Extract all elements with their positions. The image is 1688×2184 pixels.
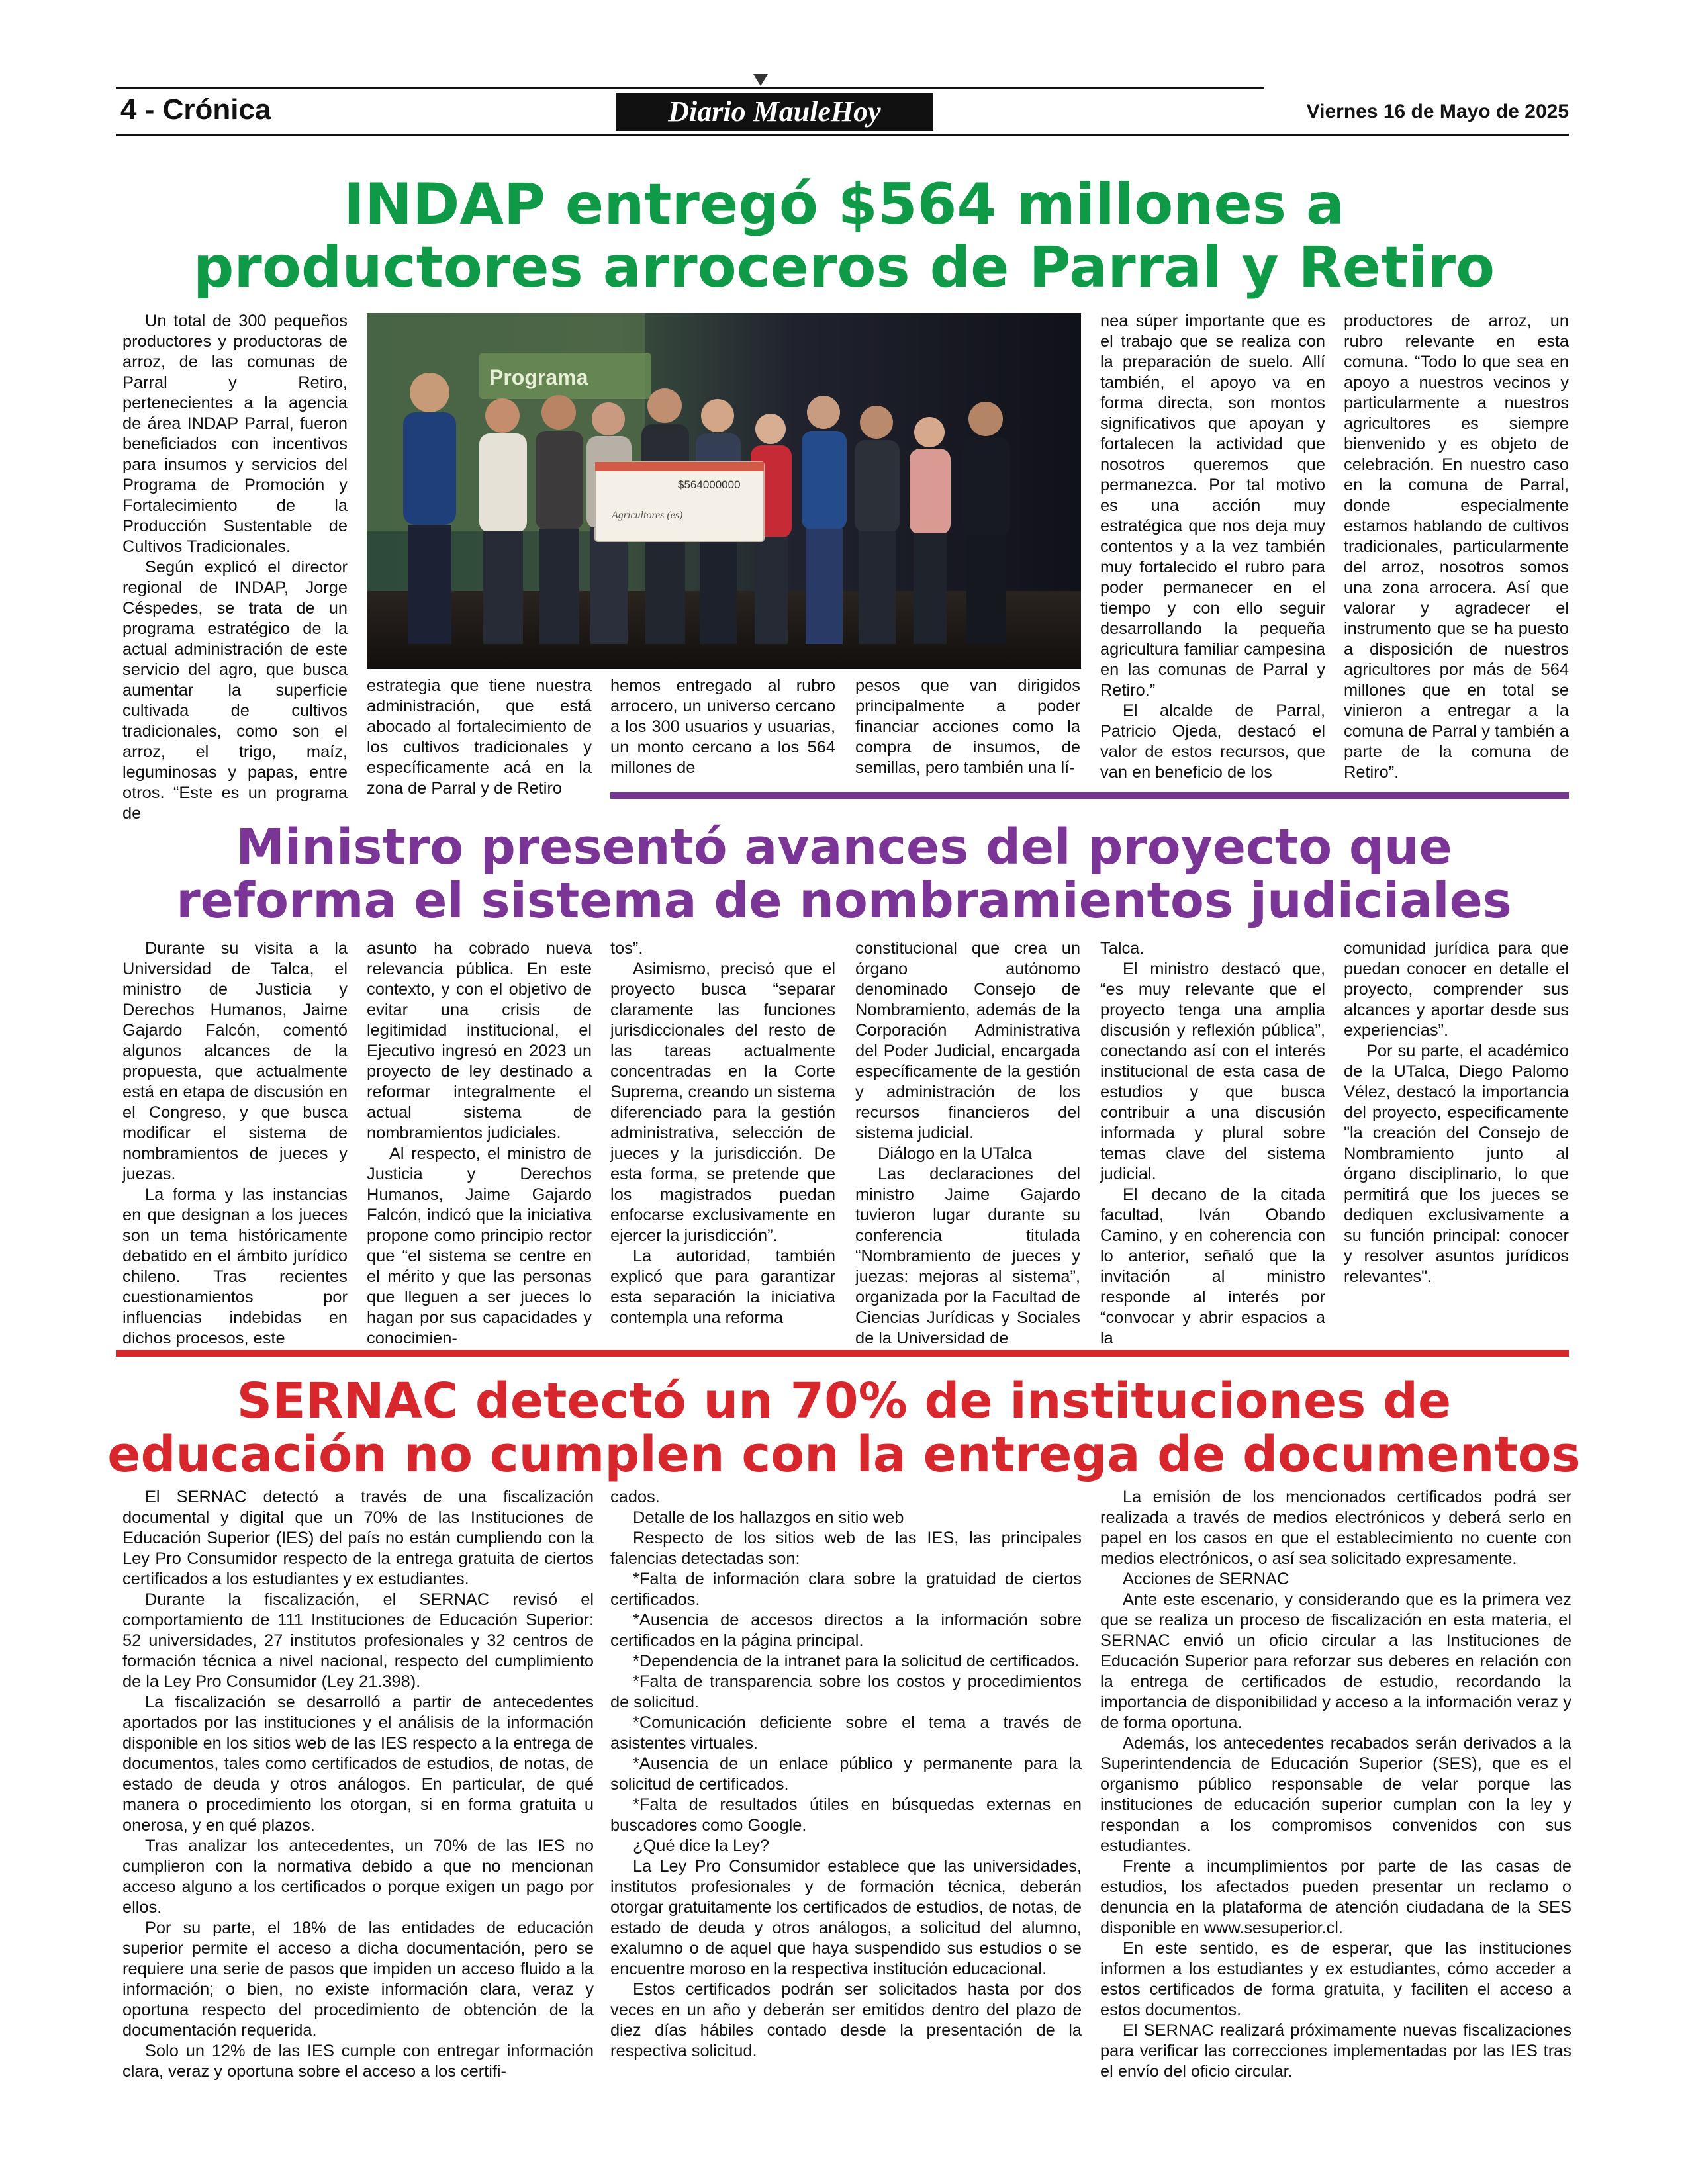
newspaper-logo: Diario MauleHoy <box>616 93 933 131</box>
paragraph: Frente a incumplimientos por parte de las casas de estudios, los afectados pueden presentar un reclamo o denuncia en la plataforma de atención ciudadana de la SES disponible en www.sesuperior.cl. <box>1100 1857 1571 1937</box>
article2-col4 <box>855 938 1080 1345</box>
article3-headline <box>79 1375 1609 1482</box>
paragraph: La Ley Pro Consumidor establece que las universidades, institutos profesionales y de formación técnica, deberán otorgar gratuitamente los certificados de estudios, de notas, de estado de deuda y otros análogos, a solicitud del alumno, exalumno o de aquel que haya suspendido sus estudios o se encuentre moroso en la respectiva institución educacional. <box>610 1857 1082 1978</box>
paragraph: Talca. <box>1100 939 1145 958</box>
subheading: Acciones de SERNAC <box>1123 1570 1289 1588</box>
paragraph: Las declaraciones del ministro Jaime Gajardo tuvieron lugar durante su conferencia titulada “Nombramiento de jueces y juezas: mejoras al sistema”, organizada por la Facultad de Ciencias Jurídicas y Sociales de la Universidad de <box>855 1165 1080 1347</box>
paragraph: tos”. <box>610 939 643 958</box>
paragraph: Solo un 12% de las IES cumple con entregar información clara, veraz y oportuna sobre el acceso a los certifi- <box>122 2042 594 2081</box>
paragraph: La emisión de los mencionados certificados podrá ser realizada a través de medios electrónicos y deberá serlo en papel en los casos en que el establecimiento no cuente con medios electrónicos, o así sea solicitado expresamente. <box>1100 1488 1571 1568</box>
article1-col4 <box>855 676 1080 799</box>
article1-headline-line2: productores arroceros de Parral y Retiro <box>193 234 1495 300</box>
paragraph: En este sentido, es de esperar, que las instituciones informen a los estudiantes y ex estudiantes, cómo acceder a estos certificados de forma gratuita, y faciliten el acceso a estos documentos. <box>1100 1939 1571 2019</box>
paragraph: hemos entregado al rubro arrocero, un universo cercano a los 300 usuarios y usuarias, un monto cercano a los 564 millones de <box>610 676 835 777</box>
article1-headline-line1: INDAP entregó $564 millones a <box>343 171 1344 238</box>
article3-col2 <box>610 1487 1082 2136</box>
paragraph: Según explicó el director regional de INDAP, Jorge Céspedes, se trata de un programa estratégico de la actual administración de este servicio del agro, que busca aumentar la superficie cultivada de cultivos tradicionales, como son el arroz, el trigo, maíz, leguminosas y papas, entre otros. “Este es un programa de <box>122 558 348 823</box>
paragraph: Durante la fiscalización, el SERNAC revisó el comportamiento de 111 Instituciones de Educación Superior: 52 universidades, 27 institutos profesionales y 32 centros de formación técnica a nivel nacional, respecto del cumplimiento de la Ley Pro Consumidor (Ley 21.398). <box>122 1590 594 1691</box>
article1-photo <box>367 313 1081 669</box>
photo-banner-text: Programa <box>489 365 588 389</box>
list-item: *Ausencia de accesos directos a la información sobre certificados en la página principal. <box>610 1611 1082 1650</box>
article3-col1 <box>122 1487 594 2136</box>
list-item: *Comunicación deficiente sobre el tema a través de asistentes virtuales. <box>610 1713 1082 1752</box>
paragraph: comunidad jurídica para que puedan conocer en detalle el proyecto, comprender sus alcances y aportar desde sus experiencias”. <box>1344 939 1569 1040</box>
subheading: Diálogo en la UTalca <box>878 1144 1032 1163</box>
article2-col3 <box>610 938 835 1345</box>
list-item: *Falta de información clara sobre la gratuidad de ciertos certificados. <box>610 1570 1082 1609</box>
subheading: Detalle de los hallazgos en sitio web <box>633 1508 904 1527</box>
article1-col6 <box>1344 311 1569 801</box>
article1-col3 <box>610 676 835 799</box>
article1-col5 <box>1100 311 1325 801</box>
article1-col2 <box>367 676 592 799</box>
masthead-bottom-rule <box>116 134 1569 136</box>
paragraph: Un total de 300 pequeños productores y productoras de arroz, de las comunas de Parral y Retiro, pertenecientes a la agencia de área INDAP Parral, fueron beneficiados con incentivos para insumos y servicios del Programa de Promoción y Fortalecimiento de la Producción Sustentable de Cultivos Tradicionales. <box>122 312 348 556</box>
paragraph: El ministro destacó que, “es muy relevante que el proyecto tenga una amplia discusión y reflexión pública”, conectando así con el interés institucional de esta casa de estudios y que busca contribuir a una discusión informada y plural sobre temas clave del sistema judicial. <box>1100 960 1325 1183</box>
article2-col2 <box>367 938 592 1345</box>
masthead-top-rule <box>116 87 1264 89</box>
ceremonial-check <box>595 462 764 541</box>
page-section-label: 4 - Crónica <box>120 93 271 126</box>
article3-headline-line1: SERNAC detectó un 70% de instituciones de <box>236 1373 1452 1430</box>
paragraph: El decano de la citada facultad, Iván Obando Camino, y en coherencia con lo anterior, señaló que la invitación al ministro responde al interés por “convocar y abrir espacios a la <box>1100 1185 1325 1347</box>
paragraph: El SERNAC detectó a través de una fiscalización documental y digital que un 70% de las Instituciones de Educación Superior (IES) del país no están cumpliendo con la Ley Pro Consumidor respecto de la entrega gratuita de ciertos certificados a los estudiantes y ex estudiantes. <box>122 1488 594 1588</box>
article2-col1 <box>122 938 348 1345</box>
check-signature: Agricultores (es) <box>612 510 683 521</box>
article2-headline-line1: Ministro presentó avances del proyecto que <box>236 819 1452 876</box>
paragraph: El alcalde de Parral, Patricio Ojeda, destacó el valor de estos recursos, que van en beneficio de los <box>1100 702 1325 782</box>
paragraph: Durante su visita a la Universidad de Talca, el ministro de Justicia y Derechos Humanos, Jaime Gajardo Falcón, comentó algunos alcances de la propuesta, que actualmente está en etapa de discusión en el Congreso, y que busca modificar el sistema de nombramientos de jueces y juezas. <box>122 939 348 1183</box>
article2-col5 <box>1100 938 1325 1345</box>
paragraph: Además, los antecedentes recabados serán derivados a la Superintendencia de Educación Superior (SES), que es el organismo público responsable de velar porque las instituciones de educación superior cumplan con la ley y respondan a los compromisos convenidos con sus estudiantes. <box>1100 1734 1571 1855</box>
paragraph: asunto ha cobrado nueva relevancia pública. En este contexto, y con el objetivo de evitar una crisis de legitimidad institucional, el Ejecutivo ingresó en 2023 un proyecto de ley destinado a reformar integralmente el actual sistema de nombramientos judiciales. <box>367 939 592 1142</box>
article2-divider <box>116 1350 1569 1357</box>
paragraph: Estos certificados podrán ser solicitados hasta por dos veces en un año y deberán ser emitidos dentro del plazo de diez días hábiles contado desde la presentación de la respectiva solicitud. <box>610 1980 1082 2060</box>
issue-date: Viernes 16 de Mayo de 2025 <box>1306 101 1569 122</box>
list-item: *Dependencia de la intranet para la solicitud de certificados. <box>633 1652 1080 1670</box>
paragraph: cados. <box>610 1488 660 1506</box>
paragraph: productores de arroz, un rubro relevante en esta comuna. “Todo lo que sea en apoyo a nuestros vecinos y particularmente a nuestros agricultores es siempre bienvenido y es objeto de celebración. En nuestro caso en la comuna de Parral, donde especialmente estamos hablando de cultivos tradicionales, particularmente del arroz, nosotros somos una zona arrocera. Así que valorar y agradecer el instrumento que se ha puesto a disposición de nuestros agricultores por más de 564 millones que en total se vinieron a entregar a la comuna de Parral y también a parte de la comuna de Retiro”. <box>1344 312 1569 782</box>
paragraph: Respecto de los sitios web de las IES, las principales falencias detectadas son: <box>610 1529 1082 1568</box>
paragraph: La forma y las instancias en que designan a los jueces son un tema históricamente debatido en el ámbito jurídico chileno. Tras recientes cuestionamientos por influencias indebidas en dichos procesos, este <box>122 1185 348 1347</box>
masthead-flag-icon <box>753 74 768 86</box>
article1-divider <box>610 792 1569 799</box>
paragraph: Tras analizar los antecedentes, un 70% de las IES no cumplieron con la normativa debido a que no mencionan acceso alguno a los certificados o porque exigen un pago por ellos. <box>122 1837 594 1917</box>
paragraph: Asimismo, precisó que el proyecto busca “separar claramente las funciones jurisdiccionales del resto de las tareas actualmente concentradas en la Corte Suprema, creando un sistema diferenciado para la gestión administrativa, selección de jueces y la jurisdicción. De esta forma, se pretende que los magistrados puedan enfocarse exclusivamente en ejercer la jurisdicción”. <box>610 960 835 1245</box>
ceremony-photo-illustration <box>367 313 1081 669</box>
paragraph: nea súper importante que es el trabajo que se realiza con la preparación de suelo. Allí también, el apoyo va en forma directa, son montos significativos que apoyan y fortalecen la actividad que nosotros queremos que permanezca. Por tal motivo es una acción muy estratégica que nos deja muy contentos y a la vez también muy fortalecido el rubro para poder permanecer en el tiempo y con ello seguir desarrollando la pequeña agricultura familiar campesina en las comunas de Parral y Retiro.” <box>1100 312 1325 700</box>
article3-col3 <box>1100 1487 1571 2136</box>
subheading: ¿Qué dice la Ley? <box>633 1837 770 1855</box>
paragraph: La fiscalización se desarrolló a partir de antecedentes aportados por las instituciones y el análisis de la información disponible en los sitios web de las IES respecto a la entrega de documentos, tales como certificados de estudios, de notas, de estado de deuda y otros análogos. En particular, de qué manera o procedimiento los otorgan, si en forma gratuita u onerosa, y en qué plazos. <box>122 1693 594 1835</box>
article2-headline <box>79 821 1609 929</box>
article2-col6 <box>1344 938 1569 1345</box>
article1-headline <box>79 173 1609 298</box>
paragraph: La autoridad, también explicó que para garantizar esta separación la iniciativa contempla una reforma <box>610 1247 835 1327</box>
paragraph: pesos que van dirigidos principalmente a poder financiar acciones como la compra de insumos, de semillas, pero también una lí- <box>855 676 1080 777</box>
paragraph: Por su parte, el académico de la UTalca, Diego Palomo Vélez, destacó la importancia del proyecto, especificamente "la creación del Consejo de Nombramiento junto al órgano disciplinario, lo que permitirá que los jueces se dediquen exclusivamente a su función principal: conocer y resolver asuntos jurídicos relevantes". <box>1344 1042 1569 1286</box>
paragraph: estrategia que tiene nuestra administración, que está abocado al fortalecimiento de los cultivos tradicionales y específicamente acá en la zona de Parral y de Retiro <box>367 676 592 797</box>
paragraph: Ante este escenario, y considerando que es la primera vez que se realiza un proceso de fiscalización en esta materia, el SERNAC envió un oficio circular a las Instituciones de Educación Superior para reforzar sus deberes en relación con la entrega de certificados de estudio, recordando la importancia de disponibilidad y acceso a la información veraz y de forma oportuna. <box>1100 1590 1571 1732</box>
article2-headline-line2: reforma el sistema de nombramientos judiciales <box>176 872 1512 930</box>
paragraph: El SERNAC realizará próximamente nuevas fiscalizaciones para verificar las correcciones implementadas por las IES tras el envío del oficio circular. <box>1100 2021 1571 2081</box>
paragraph: Por su parte, el 18% de las entidades de educación superior permite el acceso a dicha documentación, pero se requiere una serie de pasos que impiden un acceso fluido a la información; o bien, no existe información clara, veraz y oportuna respecto del procedimiento de obtención de la documentación requerida. <box>122 1919 594 2040</box>
list-item: *Falta de resultados útiles en búsquedas externas en buscadores como Google. <box>610 1796 1082 1835</box>
article1-col1 <box>122 311 348 823</box>
list-item: *Ausencia de un enlace público y permanente para la solicitud de certificados. <box>610 1754 1082 1794</box>
check-amount: $564000000 <box>678 478 741 491</box>
paragraph: constitucional que crea un órgano autónomo denominado Consejo de Nombramiento, además de la Corporación Administrativa del Poder Judicial, encargada específicamente de la gestión y administración de los recursos financieros del sistema judicial. <box>855 939 1080 1142</box>
list-item: *Falta de transparencia sobre los costos y procedimientos de solicitud. <box>610 1672 1082 1711</box>
article3-headline-line2: educación no cumplen con la entrega de documentos <box>107 1426 1581 1484</box>
paragraph: Al respecto, el ministro de Justicia y Derechos Humanos, Jaime Gajardo Falcón, indicó que la iniciativa propone como principio rector que “el sistema se centre en el mérito y que las personas que lleguen a ser jueces lo hagan por sus capacidades y conocimien- <box>367 1144 592 1347</box>
